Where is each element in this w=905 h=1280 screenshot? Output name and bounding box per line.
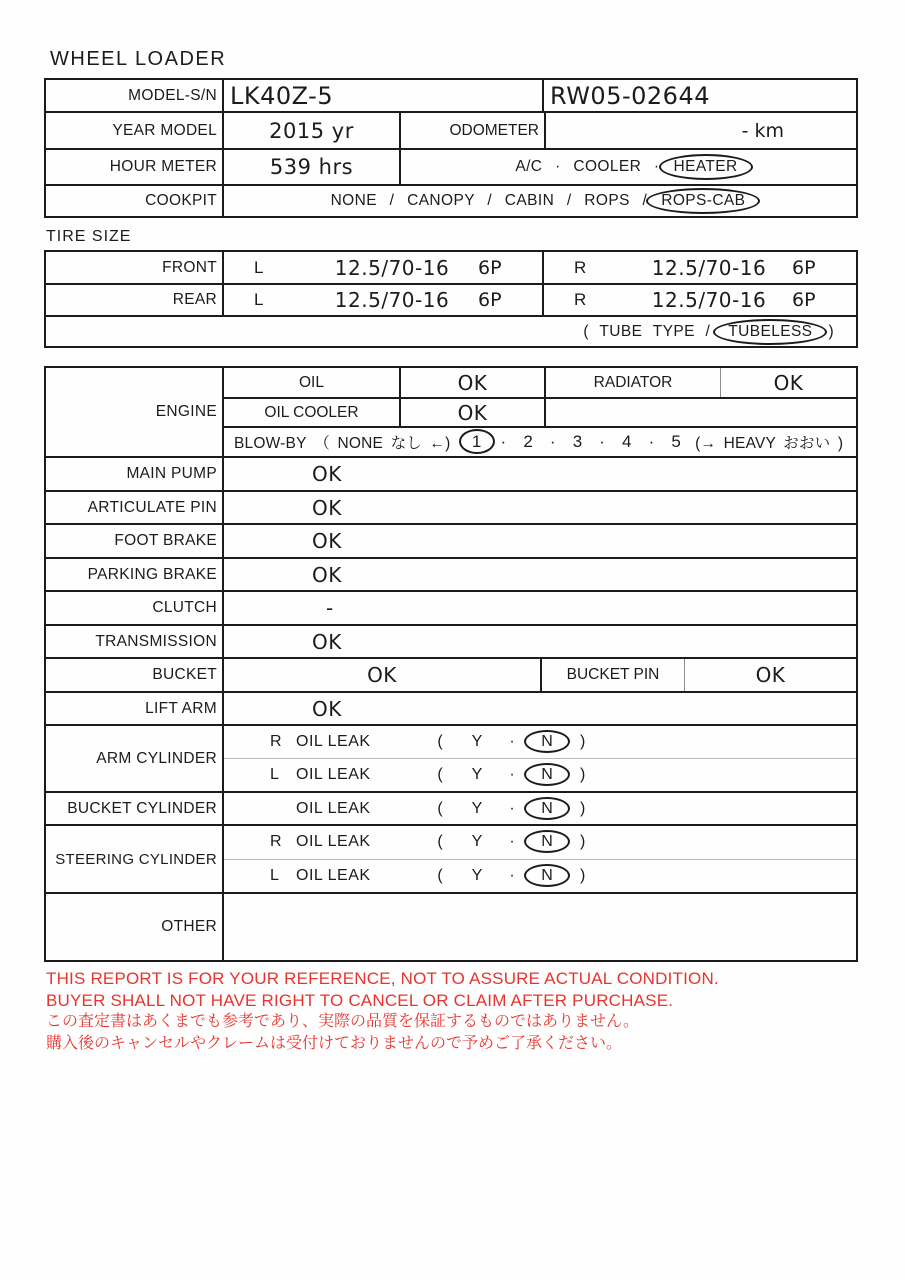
tire-rear-right-ply: 6P [792, 289, 816, 311]
main-pump-label: MAIN PUMP [46, 458, 224, 490]
tire-front-right-ply: 6P [792, 256, 816, 279]
side-mark: R [270, 833, 282, 851]
engine-subrows [224, 368, 856, 456]
ac-options: A/C · COOLER · [515, 158, 660, 175]
side-mark: L [270, 766, 279, 783]
year-model-label: YEAR MODEL [46, 113, 224, 148]
disclaimer [46, 968, 719, 1054]
main-pump-value: OK [312, 462, 342, 486]
year-value: 2015 yr [269, 118, 354, 143]
engine-oil-cooler-value: OK [399, 399, 544, 426]
tire-front-left-cell [224, 252, 542, 283]
model-sn-label: MODEL-S/N [46, 80, 224, 111]
no-option-circled: N [532, 800, 562, 818]
other-label: OTHER [46, 894, 224, 960]
serial-value: RW05-02644 [542, 80, 856, 111]
transmission-value: OK [312, 629, 342, 654]
disclaimer-line: この査定書はあくまでも参考であり、実際の品質を保証するものではありません。 [46, 1013, 639, 1030]
open-paren: ( [437, 799, 443, 817]
parking-brake-value: OK [312, 562, 342, 587]
side-mark: R [270, 733, 282, 750]
other-value-cell [224, 894, 856, 960]
engine-oil-cooler-row [224, 397, 856, 426]
arm-cylinder-r-row [224, 726, 856, 758]
tire-front-left-ply: 6P [478, 256, 502, 279]
main-pump-row [46, 456, 856, 490]
inspection-table [44, 366, 858, 962]
separator-dot: · [509, 799, 515, 817]
open-paren: ( [437, 866, 443, 884]
separator-dot: · [509, 866, 515, 884]
model-row [46, 80, 856, 111]
cockpit-options: NONE / CANOPY / CABIN / ROPS / [330, 192, 648, 209]
tire-front-right-size: 12.5/70-16 [651, 255, 767, 280]
bucket-pin-label: BUCKET PIN [540, 659, 684, 691]
bucket-cylinder-row [46, 791, 856, 824]
steering-cylinder-r-row [224, 826, 856, 859]
close-paren: ) [580, 733, 586, 750]
lift-arm-value: OK [312, 696, 342, 721]
tube-type-cell [46, 317, 856, 346]
cockpit-row [46, 184, 856, 216]
arm-cylinder-label: ARM CYLINDER [46, 726, 224, 791]
engine-oil-row [224, 368, 856, 397]
other-row [46, 892, 856, 960]
tire-rear-right-mark: R [574, 290, 587, 309]
tire-rear-label: REAR [46, 285, 224, 315]
separator-dot: · [509, 833, 515, 851]
bucket-cylinder-label: BUCKET CYLINDER [46, 793, 224, 824]
parking-brake-row [46, 557, 856, 590]
odometer-label: ODOMETER [399, 113, 544, 148]
yes-option: Y [471, 766, 483, 783]
oil-leak-label: OIL LEAK [296, 733, 371, 750]
transmission-label: TRANSMISSION [46, 626, 224, 657]
separator-dot: · [509, 766, 515, 783]
steering-cylinder-group [46, 824, 856, 892]
engine-label: ENGINE [46, 368, 224, 456]
yes-option: Y [471, 799, 483, 817]
tire-rear-right-cell [542, 285, 856, 315]
engine-row [46, 368, 856, 456]
separator-dot: · [509, 733, 515, 750]
disclaimer-line: 購入後のキャンセルやクレームは受付けておりませんので予めご了承ください。 [46, 1034, 623, 1052]
oil-leak-label: OIL LEAK [296, 799, 371, 817]
bucket-cylinder-leak-row [224, 793, 856, 824]
cockpit-selected-circled: ROPS-CAB [657, 192, 749, 210]
ac-cooler-heater-cell [399, 150, 856, 184]
no-option-circled: N [532, 733, 562, 751]
engine-oil-label: OIL [299, 373, 324, 391]
close-paren: ) [580, 766, 586, 783]
oil-leak-label: OIL LEAK [296, 866, 371, 884]
lift-arm-label: LIFT ARM [46, 693, 224, 724]
parking-brake-label: PARKING BRAKE [46, 559, 224, 590]
blowby-scale: · 2 · 3 · 4 · 5 [500, 432, 682, 451]
tube-type-label: ( TUBE TYPE / [583, 322, 711, 340]
odometer-value: - km [544, 113, 856, 148]
tire-front-left-size: 12.5/70-16 [334, 255, 450, 280]
open-paren: ( [437, 733, 443, 750]
yes-option: Y [471, 866, 483, 884]
cockpit-label: COOKPIT [46, 186, 224, 216]
blowby-selected-circled: 1 [467, 432, 487, 452]
cockpit-options-cell [224, 186, 856, 216]
tire-rear-right-size: 12.5/70-16 [651, 288, 767, 312]
foot-brake-label: FOOT BRAKE [46, 525, 224, 557]
engine-radiator-label: RADIATOR [544, 368, 720, 397]
model-value: LK40Z-5 [230, 81, 334, 110]
steering-cylinder-l-row [224, 859, 856, 892]
bucket-row [46, 657, 856, 691]
disclaimer-line: THIS REPORT IS FOR YOUR REFERENCE, NOT TO ASSURE ACTUAL CONDITION. [46, 969, 719, 988]
clutch-label: CLUTCH [46, 592, 224, 624]
bucket-pin-value: OK [684, 659, 856, 691]
yes-option: Y [471, 733, 483, 750]
yes-option: Y [471, 833, 483, 851]
tire-front-right-cell [542, 252, 856, 283]
arm-cylinder-rows [224, 726, 856, 791]
close-paren: ) [580, 866, 586, 884]
header-table [44, 78, 858, 218]
no-option-circled: N [532, 833, 562, 851]
page-title: WHEEL LOADER [50, 48, 227, 70]
steering-cylinder-label: STEERING CYLINDER [46, 826, 224, 892]
tire-size-title: TIRE SIZE [46, 228, 132, 245]
no-option-circled: N [532, 867, 562, 885]
hour-meter-label: HOUR METER [46, 150, 224, 184]
tire-rear-left-cell [224, 285, 542, 315]
engine-blowby-row [224, 426, 856, 456]
year-row [46, 111, 856, 148]
tire-front-row [46, 252, 856, 283]
open-paren: ( [437, 833, 443, 851]
clutch-row [46, 590, 856, 624]
lift-arm-row [46, 691, 856, 724]
arm-cylinder-l-row [224, 758, 856, 791]
tire-table [44, 250, 858, 348]
no-option-circled: N [532, 766, 562, 784]
oil-leak-label: OIL LEAK [296, 766, 371, 783]
bucket-value: OK [367, 663, 397, 687]
tire-front-left-mark: L [254, 257, 264, 277]
tire-tube-row [46, 315, 856, 346]
oil-leak-label: OIL LEAK [296, 833, 371, 851]
close-paren: ) [580, 799, 586, 817]
tire-rear-left-mark: L [254, 290, 264, 309]
articulate-pin-value: OK [312, 495, 342, 520]
disclaimer-line: BUYER SHALL NOT HAVE RIGHT TO CANCEL OR CLAIM AFTER PURCHASE. [46, 990, 674, 1010]
side-mark: L [270, 866, 279, 884]
foot-brake-value: OK [312, 529, 342, 553]
tire-front-label: FRONT [46, 252, 224, 283]
tire-rear-row [46, 283, 856, 315]
engine-empty-cell [544, 399, 856, 426]
blowby-heavy-label: (→ HEAVY おおい ) [695, 435, 844, 452]
tire-rear-left-size: 12.5/70-16 [334, 288, 450, 312]
hour-meter-value: 539 hrs [269, 155, 354, 179]
hour-meter-row [46, 148, 856, 184]
open-paren: ( [437, 766, 443, 783]
tire-front-right-mark: R [574, 257, 587, 277]
articulate-pin-row [46, 490, 856, 523]
arm-cylinder-group [46, 724, 856, 791]
blowby-label: BLOW-BY （ NONE なし ←) [234, 435, 451, 452]
foot-brake-row [46, 523, 856, 557]
transmission-row [46, 624, 856, 657]
engine-oil-cooler-label: OIL COOLER [264, 403, 359, 421]
articulate-pin-label: ARTICULATE PIN [46, 492, 224, 523]
ac-selected-circled: HEATER [670, 158, 742, 176]
tube-selected-circled: TUBELESS [724, 323, 816, 341]
tire-rear-left-ply: 6P [478, 289, 502, 311]
clutch-value: - [326, 596, 334, 620]
engine-radiator-value: OK [720, 368, 856, 397]
engine-oil-value: OK [399, 368, 544, 397]
tube-close-paren: ) [828, 322, 834, 340]
bucket-label: BUCKET [46, 659, 224, 691]
close-paren: ) [580, 833, 586, 851]
steering-cylinder-rows [224, 826, 856, 892]
